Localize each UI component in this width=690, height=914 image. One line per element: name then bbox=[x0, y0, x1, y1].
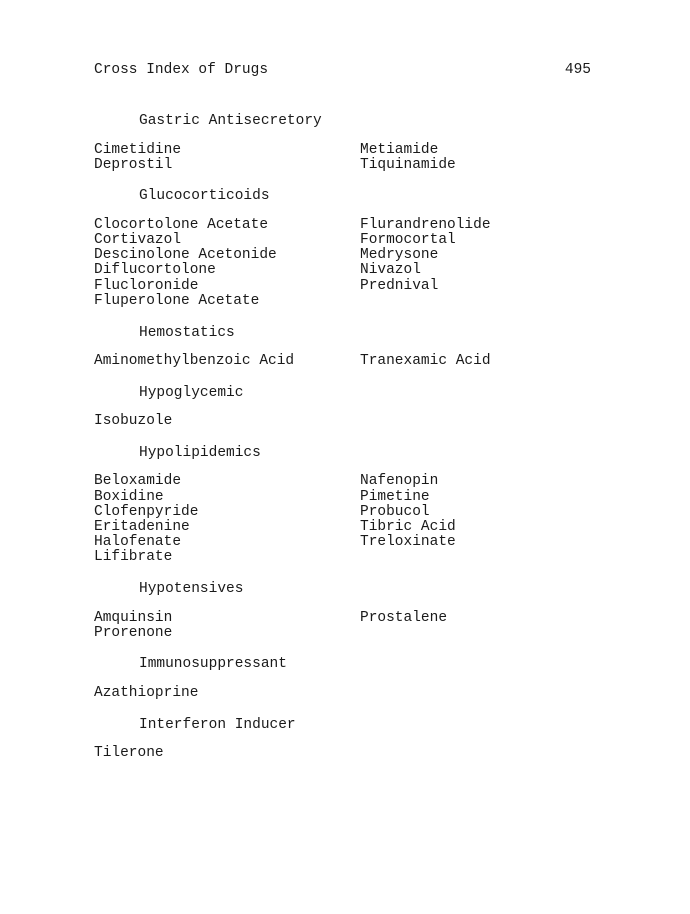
drug-column-left bbox=[94, 746, 360, 761]
drug-category-section bbox=[94, 655, 594, 701]
drug-name: Probucol bbox=[360, 503, 430, 520]
category-heading: Hypoglycemic bbox=[139, 384, 244, 401]
page-number: 495 bbox=[564, 62, 591, 78]
drug-name: Deprostil bbox=[94, 156, 173, 173]
drug-column-left bbox=[94, 218, 360, 309]
drug-name: Beloxamide bbox=[94, 473, 182, 490]
drug-category-section bbox=[94, 187, 594, 309]
drug-name: Eritadenine bbox=[94, 518, 190, 535]
drug-name: Prednival bbox=[360, 277, 439, 294]
drug-column-right bbox=[360, 218, 594, 309]
category-heading: Gastric Antisecretory bbox=[139, 113, 322, 129]
drug-name: Fluperolone Acetate bbox=[94, 292, 260, 309]
drug-columns bbox=[94, 611, 594, 641]
drug-name: Tiquinamide bbox=[360, 156, 456, 173]
category-heading: Glucocorticoids bbox=[139, 188, 270, 205]
drug-column-right bbox=[360, 746, 594, 761]
drug-name: Pimetine bbox=[360, 488, 430, 505]
drug-columns bbox=[94, 686, 594, 701]
drug-category-section bbox=[94, 444, 594, 566]
drug-name: Flucloronide bbox=[94, 277, 199, 294]
drug-name: Boxidine bbox=[94, 488, 164, 505]
drug-name: Medrysone bbox=[360, 247, 439, 264]
drug-category-section bbox=[94, 580, 594, 641]
drug-columns bbox=[94, 354, 594, 369]
drug-category-section bbox=[94, 324, 594, 370]
drug-name: Nafenopin bbox=[360, 473, 439, 490]
category-heading: Hypotensives bbox=[139, 581, 244, 597]
drug-name: Cortivazol bbox=[94, 232, 182, 249]
drug-name: Metiamide bbox=[360, 141, 439, 158]
drug-column-right bbox=[360, 686, 594, 701]
drug-columns bbox=[94, 746, 594, 761]
drug-name: Flurandrenolide bbox=[360, 216, 491, 233]
drug-name: Amquinsin bbox=[94, 609, 173, 626]
drug-name: Prorenone bbox=[94, 624, 173, 641]
drug-name: Azathioprine bbox=[94, 684, 199, 701]
drug-name: Treloxinate bbox=[360, 534, 456, 551]
drug-name: Prostalene bbox=[360, 609, 448, 626]
drug-columns bbox=[94, 218, 594, 309]
drug-columns bbox=[94, 474, 594, 565]
drug-columns bbox=[94, 414, 594, 429]
drug-name: Formocortal bbox=[360, 232, 456, 249]
drug-name: Descinolone Acetonide bbox=[94, 247, 277, 264]
category-heading: Interferon Inducer bbox=[139, 716, 296, 733]
drug-name: Isobuzole bbox=[94, 413, 173, 430]
drug-column-right bbox=[360, 143, 594, 173]
category-heading: Hemostatics bbox=[139, 324, 235, 341]
drug-column-left bbox=[94, 354, 360, 369]
drug-category-section bbox=[94, 112, 594, 173]
drug-category-section bbox=[94, 384, 594, 430]
drug-name: Halofenate bbox=[94, 534, 182, 551]
drug-column-left bbox=[94, 686, 360, 701]
drug-column-right bbox=[360, 611, 594, 641]
drug-name: Tranexamic Acid bbox=[360, 353, 491, 369]
drug-column-right bbox=[360, 354, 594, 369]
drug-columns bbox=[94, 143, 594, 173]
page-header bbox=[94, 62, 591, 80]
drug-name: Tibric Acid bbox=[360, 518, 456, 535]
drug-name: Lifibrate bbox=[94, 549, 173, 566]
drug-column-right bbox=[360, 414, 594, 429]
running-title: Cross Index of Drugs bbox=[94, 62, 269, 78]
drug-name: Clofenpyride bbox=[94, 503, 199, 520]
category-heading: Hypolipidemics bbox=[139, 444, 261, 461]
drug-column-left bbox=[94, 474, 360, 565]
drug-column-right bbox=[360, 474, 594, 565]
drug-column-left bbox=[94, 414, 360, 429]
drug-index-sections bbox=[94, 112, 594, 761]
drug-name: Clocortolone Acetate bbox=[94, 216, 269, 233]
drug-column-left bbox=[94, 611, 360, 641]
drug-name: Diflucortolone bbox=[94, 262, 216, 279]
drug-category-section bbox=[94, 716, 594, 762]
drug-name: Nivazol bbox=[360, 262, 421, 279]
drug-name: Aminomethylbenzoic Acid bbox=[94, 353, 295, 369]
drug-name: Cimetidine bbox=[94, 141, 182, 158]
category-heading: Immunosuppressant bbox=[139, 656, 287, 673]
drug-column-left bbox=[94, 143, 360, 173]
drug-name: Tilerone bbox=[94, 745, 164, 762]
